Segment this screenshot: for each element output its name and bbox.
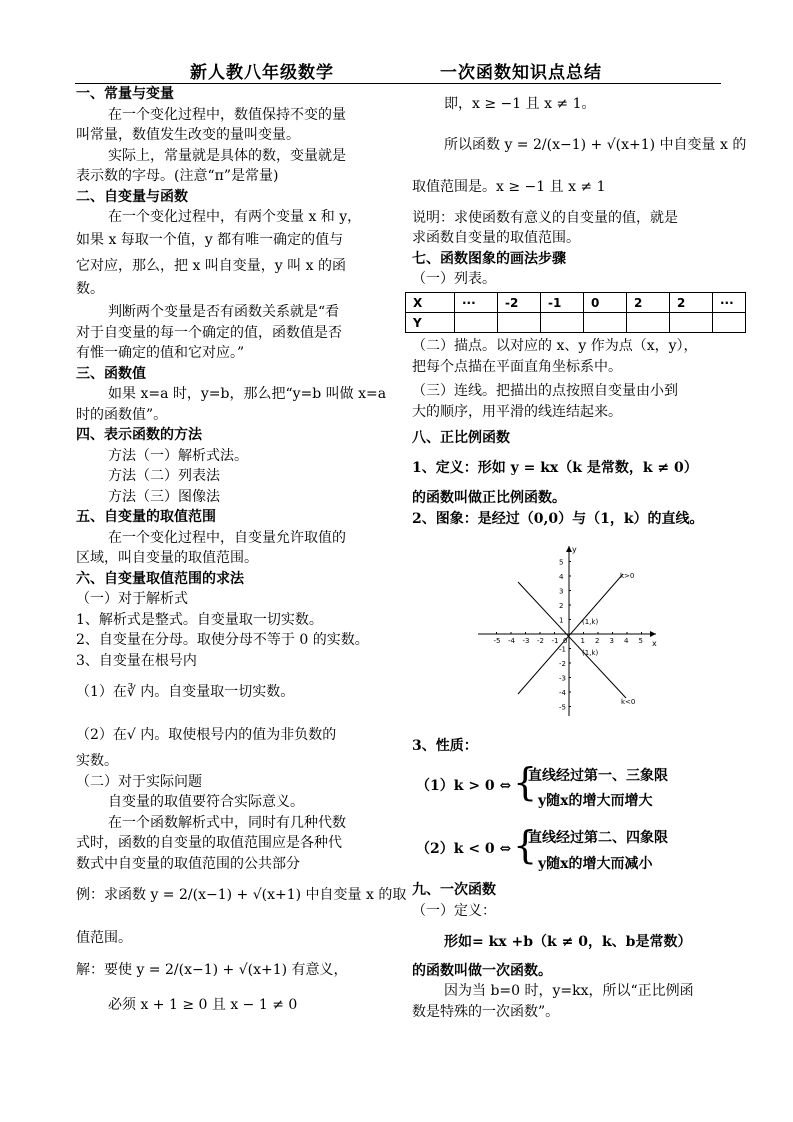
table-row bbox=[406, 313, 746, 333]
definition-line: 的函数叫做正比例函数。 bbox=[412, 490, 566, 506]
table-cell: -2 bbox=[498, 293, 541, 313]
table-cell: 2 bbox=[670, 293, 713, 313]
paragraph: 如果 x 每取一个值，y 都有唯一确定的值与 bbox=[76, 231, 344, 248]
table-cell: 0 bbox=[584, 293, 627, 313]
list-item: 2、自变量在分母。取使分母不等于 0 的实数。 bbox=[76, 632, 369, 648]
paragraph: 说明：求使函数有意义的自变量的值，就是 bbox=[412, 209, 678, 226]
table-cell: X bbox=[406, 293, 455, 313]
label-k-negative: k<0 bbox=[621, 698, 636, 706]
x-tick-label: -2 bbox=[537, 637, 544, 645]
subsection-title: （二）描点。以对应的 x、y 作为点（x，y）， bbox=[412, 338, 698, 354]
list-item: （1）在∛ 内。自变量取一切实数。 bbox=[76, 684, 295, 700]
value-table bbox=[405, 292, 746, 333]
y-tick-label: -5 bbox=[559, 703, 566, 712]
list-item: 方法（一）解析式法。 bbox=[108, 447, 248, 464]
math-line: 取值范围是。x ≥ −1 且 x ≠ 1 bbox=[412, 179, 606, 195]
y-tick-label: 4 bbox=[559, 573, 564, 581]
list-item: （2）在√ 内。取使根号内的值为非负数的 bbox=[76, 726, 337, 743]
paragraph: 时的函数值”。 bbox=[76, 406, 168, 423]
subsection-title: （三）连线。把描出的点按照自变量由小到 bbox=[412, 383, 678, 399]
table-cell bbox=[713, 313, 746, 333]
paragraph: 自变量的取值要符合实际意义。 bbox=[108, 794, 304, 810]
section-title: 五、自变量的取值范围 bbox=[76, 509, 216, 525]
example-line: 例：求函数 y = 2/(x−1) + √(x+1) 中自变量 x 的取 bbox=[76, 887, 407, 903]
right-column-top bbox=[412, 94, 747, 290]
table-row bbox=[406, 293, 746, 313]
x-tick-label: -4 bbox=[508, 637, 515, 645]
proportion-graph bbox=[478, 542, 660, 718]
property-2-lead: （2）k < 0 ⇔ bbox=[416, 841, 512, 857]
paragraph: 区域，叫自变量的取值范围。 bbox=[76, 550, 258, 566]
property-1-b: y随x的增大而增大 bbox=[538, 793, 653, 809]
y-tick-label: -4 bbox=[559, 689, 566, 697]
table-cell: -1 bbox=[541, 293, 584, 313]
brace-icon: { bbox=[513, 760, 538, 804]
origin-label: 0 bbox=[563, 637, 568, 645]
left-column bbox=[76, 84, 407, 1015]
paragraph: 式时，函数的自变量的取值范围应是各种代 bbox=[76, 835, 342, 851]
paragraph: 判断两个变量是否有函数关系就是“看 bbox=[108, 304, 340, 320]
example-line: 值范围。 bbox=[76, 929, 132, 946]
x-axis-label: x bbox=[652, 639, 657, 648]
definition-line: 1、定义：形如 y = kx（k 是常数，k ≠ 0） bbox=[412, 459, 698, 476]
y-tick-label: 5 bbox=[559, 558, 564, 567]
table-cell bbox=[670, 313, 713, 333]
table-cell: Y bbox=[406, 313, 455, 333]
table-cell: ··· bbox=[713, 293, 746, 313]
y-tick-label: 3 bbox=[559, 587, 564, 596]
property-1-lead: （1）k > 0 ⇔ bbox=[416, 778, 512, 794]
section-title: 八、正比例函数 bbox=[412, 430, 510, 446]
point-label: (1,k) bbox=[582, 649, 599, 657]
list-item: 1、解析式是整式。自变量取一切实数。 bbox=[76, 611, 323, 628]
section-title: 六、自变量取值范围的求法 bbox=[76, 570, 244, 587]
paragraph: 大的顺序，用平滑的线连结起来。 bbox=[412, 403, 622, 420]
y-tick-label: -3 bbox=[559, 674, 566, 683]
section-title: 四、表示函数的方法 bbox=[76, 427, 202, 443]
paragraph: 数式中自变量的取值范围的公共部分 bbox=[76, 855, 300, 872]
subsection-title: （一）定义： bbox=[412, 902, 496, 919]
paragraph: 把每个点描在平面直角坐标系中。 bbox=[412, 358, 622, 375]
x-tick-label: 3 bbox=[609, 637, 614, 645]
subsection-title: （一）列表。 bbox=[412, 271, 496, 287]
paragraph: 数。 bbox=[76, 280, 104, 297]
header-title-right: 一次函数知识点总结 bbox=[440, 63, 602, 83]
paragraph: 如果 x=a 时，y=b，那么把“y=b 叫做 x=a bbox=[108, 386, 387, 402]
table-cell: 2 bbox=[627, 293, 670, 313]
paragraph: 在一个变化过程中，自变量允许取值的 bbox=[108, 529, 346, 546]
section-title: 二、自变量与函数 bbox=[76, 188, 188, 205]
definition-line: 3、性质： bbox=[412, 738, 478, 754]
right-column-middle bbox=[412, 336, 722, 529]
x-axis-arrow bbox=[650, 631, 656, 637]
definition-line: 2、图象：是经过（0,0）与（1，k）的直线。 bbox=[412, 510, 704, 527]
table-cell bbox=[627, 313, 670, 333]
paragraph: 在一个变化过程中，有两个变量 x 和 y， bbox=[108, 209, 362, 225]
table-cell bbox=[541, 313, 584, 333]
section-title: 三、函数值 bbox=[76, 365, 146, 382]
paragraph: 求函数自变量的取值范围。 bbox=[412, 230, 580, 246]
list-item: 方法（三）图像法 bbox=[108, 488, 220, 505]
paragraph: 实际上，常量就是具体的数，变量就是 bbox=[108, 147, 346, 164]
paragraph: 因为当 b=0 时，y=kx，所以“正比例函 bbox=[444, 983, 694, 999]
math-line: 即，x ≥ −1 且 x ≠ 1。 bbox=[444, 96, 596, 112]
table-cell bbox=[455, 313, 498, 333]
y-axis-label: y bbox=[572, 545, 577, 554]
paragraph: 它对应，那么，把 x 叫自变量，y 叫 x 的函 bbox=[76, 257, 346, 274]
property-1-a: 直线经过第一、三象限 bbox=[528, 768, 668, 784]
paragraph: 有惟一确定的值和它对应。” bbox=[76, 345, 245, 361]
list-item: 实数。 bbox=[76, 753, 118, 769]
list-item: 3、自变量在根号内 bbox=[76, 652, 197, 669]
subsection-title: （二）对于实际问题 bbox=[76, 773, 202, 790]
right-column-bottom bbox=[412, 736, 722, 757]
right-column-end bbox=[412, 880, 722, 1022]
subsection-title: （一）对于解析式 bbox=[76, 591, 188, 607]
x-tick-label: -3 bbox=[522, 637, 530, 645]
section-title: 七、函数图象的画法步骤 bbox=[412, 250, 566, 267]
paragraph: 数是特殊的一次函数”。 bbox=[412, 1003, 560, 1020]
header-title-left: 新人教八年级数学 bbox=[190, 63, 334, 83]
paragraph: 对于自变量的每一个确定的值，函数值是否 bbox=[76, 324, 342, 341]
paragraph: 表示数的字母。(注意“π”是常量) bbox=[76, 168, 279, 184]
section-title: 一、常量与变量 bbox=[76, 86, 174, 102]
y-tick-label: 1 bbox=[559, 616, 564, 625]
paragraph: 在一个变化过程中，数值保持不变的量 bbox=[108, 106, 346, 123]
solution-line: 必须 x + 1 ≥ 0 且 x − 1 ≠ 0 bbox=[108, 996, 298, 1013]
x-tick-label: 4 bbox=[624, 637, 629, 645]
x-tick-label: 5 bbox=[638, 637, 643, 645]
y-tick-label: -2 bbox=[559, 660, 566, 668]
list-item: 方法（二）列表法 bbox=[108, 468, 220, 484]
y-tick-label: 2 bbox=[559, 602, 564, 610]
x-tick-label: -1 bbox=[551, 637, 559, 645]
x-tick-label: -5 bbox=[493, 637, 501, 645]
math-line: 所以函数 y = 2/(x−1) + √(x+1) 中自变量 x 的 bbox=[444, 136, 747, 153]
property-2-b: y随x的增大而减小 bbox=[538, 856, 653, 872]
brace-icon: { bbox=[513, 823, 538, 867]
x-tick-label: 2 bbox=[595, 637, 600, 645]
x-tick-label: 1 bbox=[580, 637, 585, 645]
table-cell bbox=[498, 313, 541, 333]
property-2-a: 直线经过第二、四象限 bbox=[528, 830, 668, 846]
section-title: 九、一次函数 bbox=[412, 882, 496, 898]
point-label: (1,k) bbox=[582, 618, 599, 626]
definition-line: 的函数叫做一次函数。 bbox=[412, 962, 552, 979]
paragraph: 叫常量，数值发生改变的量叫变量。 bbox=[76, 127, 300, 143]
y-tick-label: -1 bbox=[559, 645, 566, 654]
definition-line: 形如= kx +b（k ≠ 0，k、b是常数） bbox=[444, 934, 692, 950]
paragraph: 在一个函数解析式中，同时有几种代数 bbox=[108, 814, 346, 831]
label-k-positive: k>0 bbox=[620, 572, 635, 580]
table-cell bbox=[584, 313, 627, 333]
table-cell: ··· bbox=[455, 293, 498, 313]
solution-line: 解：要使 y = 2/(x−1) + √(x+1) 有意义， bbox=[76, 962, 348, 978]
